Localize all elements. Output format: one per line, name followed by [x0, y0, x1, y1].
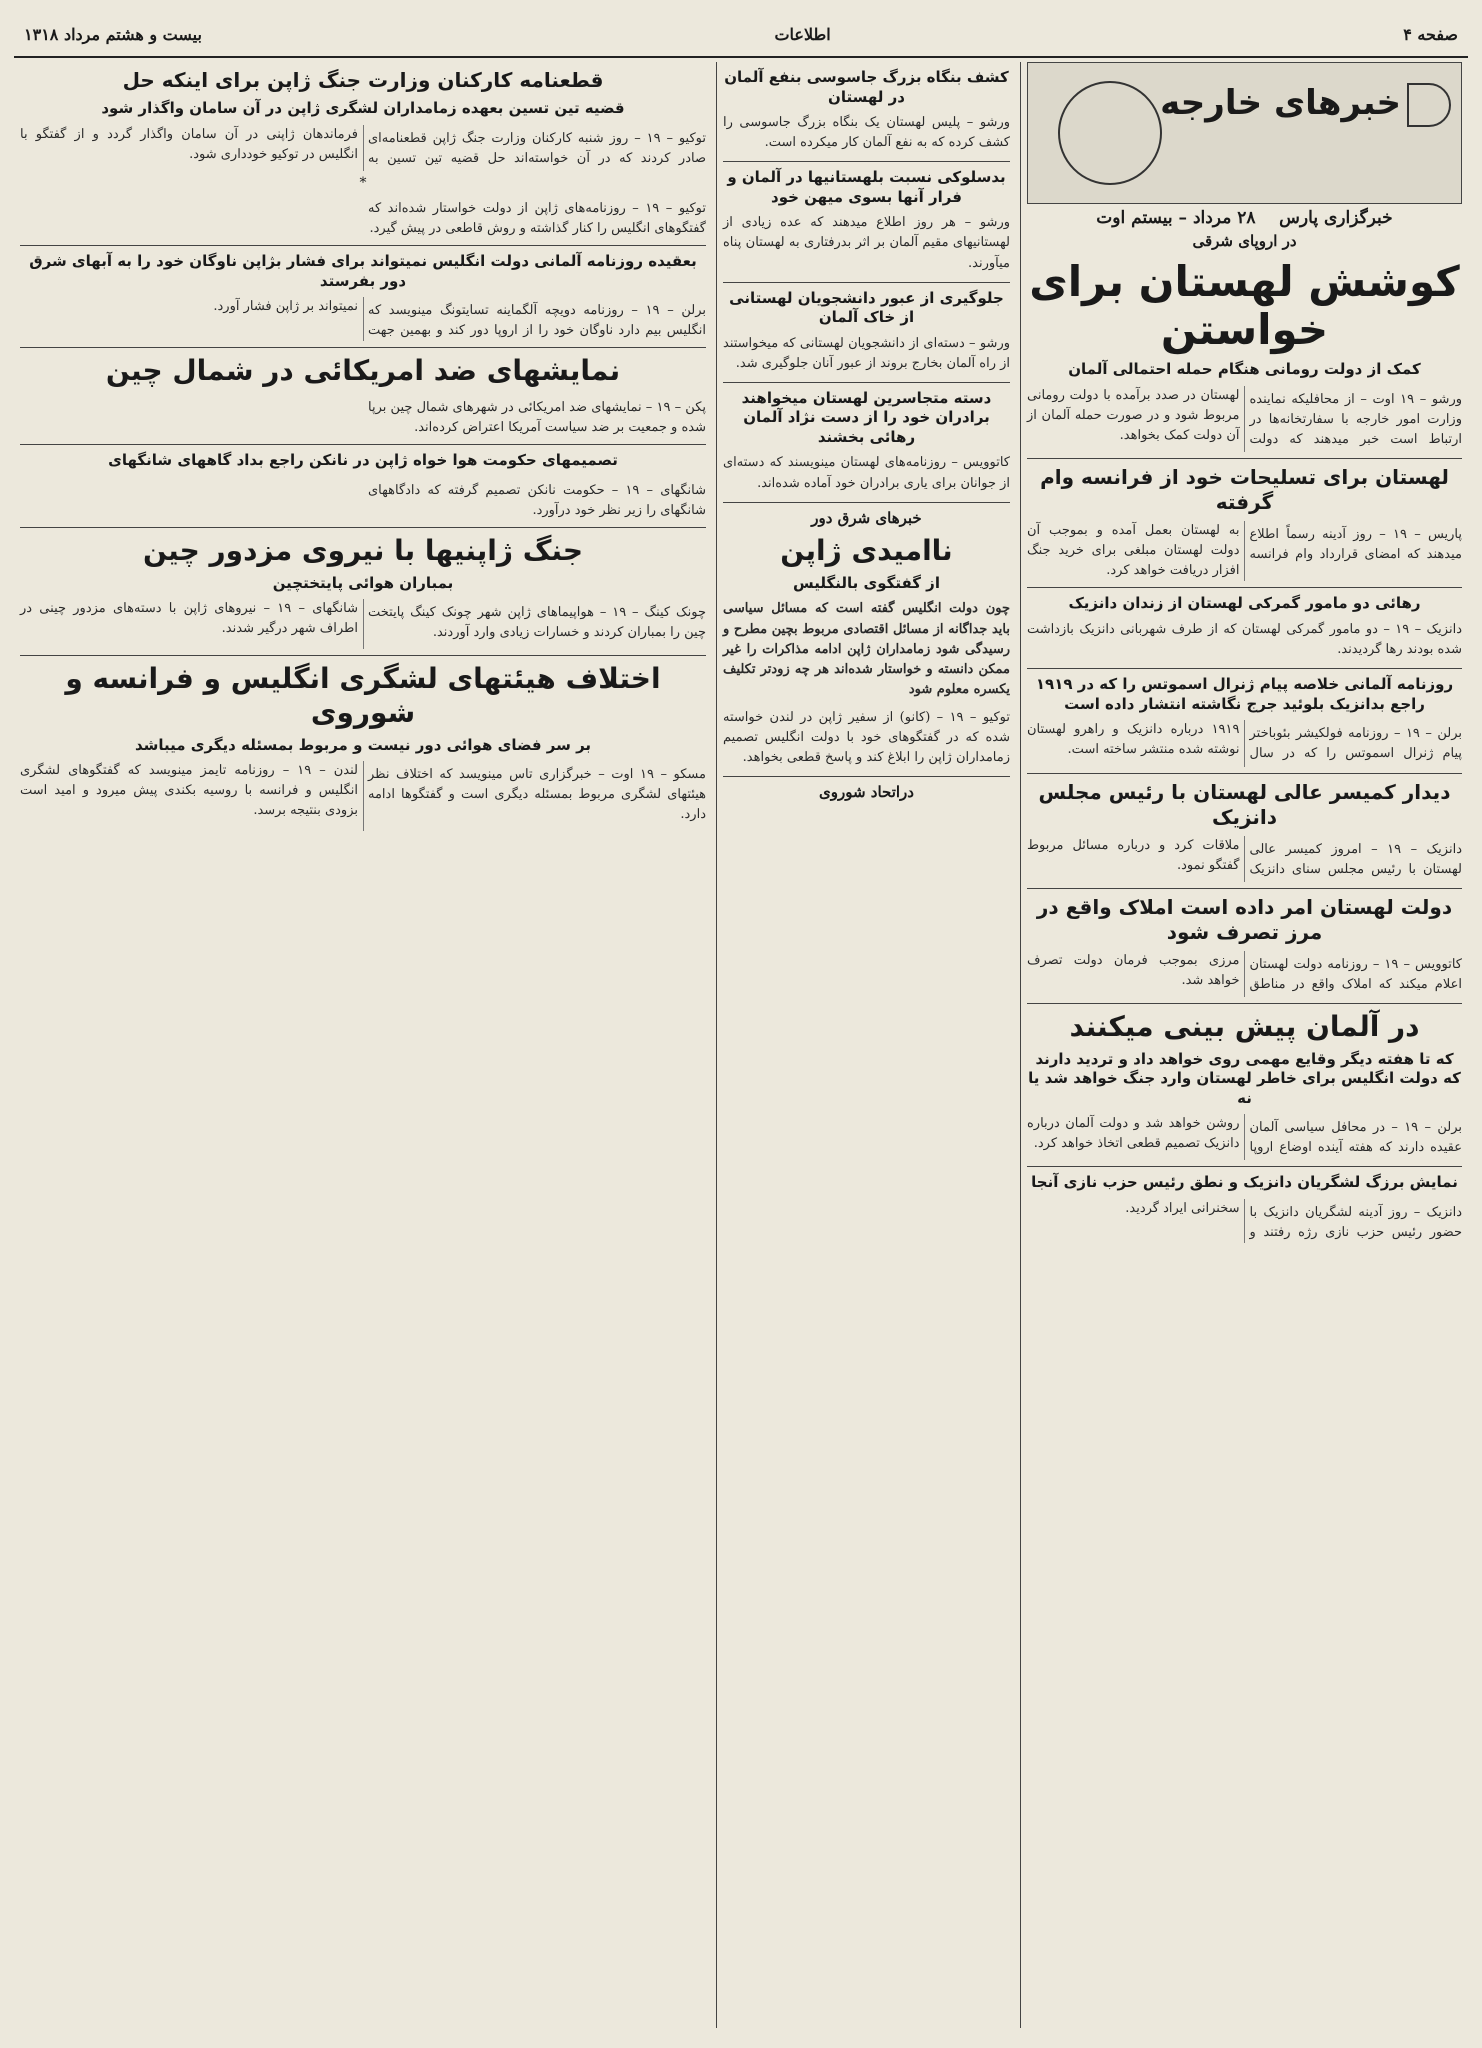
banner-title: خبرهای خارجه: [1160, 83, 1401, 123]
article-subhead: از گفتگوی بالنگلیس: [793, 573, 940, 592]
article-text: برلن – ۱۹ – در محافل سیاسی آلمان عقیده دارند که هفته آینده اوضاع اروپا روشن خواهد شد و دولت آلمان درباره دانزیک تصمیم قطعی اتخاذ خواهد کرد.: [1027, 1116, 1462, 1156]
column-right: [1020, 62, 1468, 2028]
article-headline: جنگ ژاپنیها با نیروی مزدور چین: [142, 534, 583, 567]
article-headline: اختلاف هیئتهای لشگری انگلیس و فرانسه و شوروی: [65, 662, 661, 729]
article-headline: تصمیمهای حکومت هوا خواه ژاپن در نانکن راجع بداد گاههای شانگهای: [108, 451, 618, 470]
section-label: دراتحاد شوروی: [819, 783, 914, 802]
article-text: دانزیک – ۱۹ – دو مامور گمرکی لهستان که از طرف شهربانی دانزیک بازداشت شده بودند رها گردیدند.: [1027, 621, 1462, 658]
newspaper-page: [14, 12, 1468, 2036]
gramophone-horn-icon: [1407, 83, 1451, 127]
article-headline: در آلمان پیش بینی میکنند: [1069, 1010, 1420, 1044]
article-headline: قطعنامه کارکنان وزارت جنگ ژاپن برای اینکه حل: [122, 68, 604, 92]
article-headline: کشف بنگاه بزرگ جاسوسی بنفع آلمان در لهستان: [724, 68, 1009, 106]
globe-icon: [1058, 81, 1162, 185]
article-subhead: که تا هفته دیگر وقایع مهمی روی خواهد داد و تردید دارند که دولت انگلیس برای خاطر لهستان وارد جنگ خواهد شد یا نه: [1028, 1049, 1461, 1107]
article-text: پاریس – ۱۹ – روز آدینه رسماً اطلاع میدهند که امضای قرارداد وام فرانسه به لهستان بعمل آمده و بموجب آن دولت لهستان مبلغی برای خرید جنگ افزار دریافت خواهد کرد.: [1027, 523, 1462, 579]
article-text: برلن – ۱۹ – روزنامه دویچه آلگماینه تسایتونگ مینویسد که انگلیس بیم دارد ناوگان خود را از اروپا دور کند و بهمین جهت نمیتواند بر ژاپن فشار آورد.: [213, 299, 706, 339]
article-headline: دیدار کمیسر عالی لهستان با رئیس مجلس دانزیک: [1038, 779, 1451, 829]
article-headline: نمایش برزگ لشگریان دانزیک و نطق رئیس حزب نازی آنجا: [1031, 1173, 1458, 1192]
article-lead: چون دولت انگلیس گفته است که مسائل سیاسی باید جداگانه از مسائل اقتصادی مربوط بچین مطرح و رسیدگی شود زمامداران ژاپن ادامه مذاکرات را غیر ممکن دانسته و خواستار شده‌اند هر چه زودتر تکلیف یکسره معلوم شود: [723, 601, 1010, 697]
article-text: دانزیک – ۱۹ – امروز کمیسر عالی لهستان با رئیس مجلس سنای دانزیک ملاقات کرد و درباره مسائل مربوط گفتگو نمود.: [1027, 837, 1462, 877]
article-text: پکن – ۱۹ – نمایشهای ضد امریکائی در شهرهای شمال چین برپا شده و جمعیت بر ضد سیاست آمریکا اعتراض کرده‌اند.: [368, 399, 706, 436]
article-headline: ناامیدی ژاپن: [780, 534, 953, 568]
article-headline: بعقیده روزنامه آلمانی دولت انگلیس نمیتواند برای فشار بژاپن ناوگان خود را به آبهای شرق دور بفرستد: [29, 252, 697, 290]
article-text: توکیو – ۱۹ – روزنامه‌های ژاپن از دولت خواستار شده‌اند که گفتگوهای انگلیس را کنار گذاشته و روش قاطعی در پیش گیرد.: [368, 200, 706, 236]
article-text: کاتوویس – روزنامه‌های لهستان مینویسند که دسته‌ای از جوانان برای یاری برادران خود آماده شده‌اند.: [723, 455, 1010, 491]
agency-line: [1027, 208, 1462, 228]
main-headline: کوشش لهستان برای خواستن: [1029, 256, 1460, 354]
article-text: ورشو – دسته‌ای از دانشجویان لهستانی که میخواستند از راه آلمان بخارج بروند از عبور آنان جلوگیری شد.: [723, 335, 1010, 371]
article-subhead: بر سر فضای هوائی دور نیست و مربوط بمسئله دیگری میباشد: [134, 735, 592, 754]
article-text: ورشو – ۱۹ اوت – از محافلیکه نماینده وزارت امور خارجه با سفارتخانه‌ها در ارتباط است خبر میدهند که دولت لهستان در صدد برآمده با دولت رومانی مربوط شود و در صورت حمله آلمان از آن دولت کمک بخواهد.: [1027, 387, 1462, 447]
article-text: ورشو – هر روز اطلاع میدهند که عده زیادی از لهستانیهای مقیم آلمان بر اثر بدرفتاری به لهستان پناه میآورند.: [723, 215, 1010, 271]
article-headline: روزنامه آلمانی خلاصه پیام ژنرال اسموتس را که در ۱۹۱۹ راجع بدانزیک بلوئید جرج نگاشته انتشار داده است: [1035, 675, 1454, 713]
article-text: شانگهای – ۱۹ – نیروهای ژاپن با دسته‌های مزدور چینی در اطراف شهر درگیر شدند.: [20, 601, 359, 637]
article-subhead: قضیه تین تسین بعهده زمامداران لشگری ژاپن در آن سامان واگذار شود: [101, 99, 625, 117]
article-text: شانگهای – ۱۹ – حکومت نانکن تصمیم گرفته که دادگاههای شانگهای را زیر نظر خود درآورد.: [368, 482, 706, 518]
article-text: چونک کینگ – ۱۹ – هواپیماهای ژاپن شهر چونک کینگ پایتخت چین را بمباران کردند و خسارات زیادی وارد آوردند.: [368, 605, 706, 641]
agency-date: ۲۸ مرداد – بیستم اوت: [1096, 208, 1256, 228]
article-text: مسکو – ۱۹ اوت – خبرگزاری تاس مینویسد که اختلاف نظر هیئتهای لشگری مربوط بمسئله دیگری است و گفتگوها ادامه دارد.: [368, 767, 706, 823]
article-headline: نمایشهای ضد امریکائی در شمال چین: [105, 354, 621, 388]
section-label: خبرهای شرق دور: [811, 508, 922, 527]
foreign-news-banner: [1027, 62, 1462, 204]
article-text: توکیو – ۱۹ – روز شنبه کارکنان وزارت جنگ ژاپن قطعنامه‌ای صادر کردند که در آن خواسته‌اند حل قضیه تین تسین به فرماندهان ژاپنی در آن سامان واگذار گردد و از گفتگو با انگلیس در توکیو خودداری شود.: [20, 126, 706, 166]
article-text: لندن – ۱۹ – روزنامه تایمز مینویسد که گفتگوهای لشگری انگلیس و فرانسه با روسیه بکندی پیش میرود و امید است بزودی بنتیجه برسد.: [20, 763, 358, 819]
article-text: توکیو – ۱۹ – (کانو) از سفیر ژاپن در لندن خواسته شده که در گفتگوهای خود با دولت انگلیس تصمیم زمامداران ژاپن را ابلاغ کند و پاسخ قطعی بخواهد.: [723, 710, 1010, 766]
article-text: دانزیک – روز آدینه لشگریان دانزیک با حضور رئیس حزب نازی رژه رفتند و سخنرانی ایراد گردید.: [1125, 1200, 1462, 1241]
page-number: صفحه ۴: [1403, 24, 1458, 44]
kicker: در اروپای شرقی: [1192, 232, 1297, 250]
main-subhead: کمک از دولت رومانی هنگام حمله احتمالی آلمان: [1068, 360, 1421, 379]
agency-name: خبرگزاری پارس: [1279, 208, 1393, 228]
page-header: [14, 12, 1468, 58]
column-left: قطعنامه کارکنان وزارت جنگ ژاپن برای اینکه حل قضیه تین تسین بعهده زمامداران لشگری ژاپن در آن سامان واگذار شود توکیو – ۱۹ – روز شنبه کارکنان وزارت جنگ ژاپن قطعنامه‌ای صادر کردند که در آن خواسته‌اند حل قضیه تین تسین به فرماندهان ژاپنی در آن سامان واگذار گردد و از گفتگو با انگلیس در توکیو خودداری شود. * توکیو – ۱۹ – روزنامه‌های ژاپن از دولت خواستار شده‌اند که گفتگوهای انگلیس را کنار گذاشته و روش قاطعی در پیش گیرد. بعقیده روزنامه آلمانی دولت انگلیس نمیتواند برای فشار بژاپن ناوگان خود را به آبهای شرق دور بفرستد برلن – ۱۹ – روزنامه دویچه آلگماینه تسایتونگ مینویسد که انگلیس بیم دارد ناوگان خود را از اروپا دور کند و بهمین جهت نمیتواند بر ژاپن فشار آورد. نمایشهای ضد امریکائی در شمال چین پکن – ۱۹ – نمایشهای ضد امریکائی در شهرهای شمال چین برپا شده و جمعیت بر ضد سیاست آمریکا اعتراض کرده‌اند. تصمیمهای حکومت هوا خواه ژاپن در نانکن راجع بداد گاههای شانگهای شانگهای – ۱۹ – حکومت نانکن تصمیم گرفته که دادگاههای شانگهای را زیر نظر خود درآورد. جنگ ژاپنیها با نیروی مزدور چین بمباران هوائی پایتختچین چونک کینگ – ۱۹ – هواپیماهای ژاپن شهر چونک کینگ پایتخت چین را بمباران کردند و خسارات زیادی وارد آوردند. شانگهای – ۱۹ – نیروهای ژاپن با دسته‌های مزدور چینی در اطراف شهر درگیر شدند. اختلاف هیئتهای لشگری انگلیس و فرانسه و شوروی بر سر فضای هوائی دور نیست و مربوط بمسئله دیگری میباشد مسکو – ۱۹ اوت – خبرگزاری تاس مینویسد که اختلاف نظر هیئتهای لشگری مربوط بمسئله دیگری است و گفتگوها ادامه دارد. لندن – ۱۹ – روزنامه تایمز مینویسد که گفتگوهای لشگری انگلیس و فرانسه با روسیه بکندی پیش میرود و امید است بزودی بنتیجه برسد.: [14, 62, 712, 2028]
article-headline: رهائی دو مامور گمرکی لهستان از زندان دانزیک: [1068, 594, 1421, 613]
article-text: برلن – ۱۹ – روزنامه فولکیشر بئوباختر پیام ژنرال اسموتس را که در سال ۱۹۱۹ درباره دانزیک و راهرو لهستان نوشته شده منتشر ساخته است.: [1027, 722, 1463, 762]
article-headline: لهستان برای تسلیحات خود از فرانسه وام گرفته: [1040, 465, 1449, 515]
article-headline: دولت لهستان امر داده است املاک واقع در مرز تصرف شود: [1036, 894, 1453, 944]
issue-date: بیست و هشتم مرداد ۱۳۱۸: [24, 24, 202, 44]
article-headline: دسته متجاسرین لهستان میخواهند برادران خود را از دست نژاد آلمان رهائی بخشند: [741, 388, 992, 446]
article-headline: بدسلوکی نسبت بلهستانیها در آلمان و فرار آنها بسوی میهن خود: [727, 168, 1006, 206]
paper-name: اطلاعات: [774, 24, 831, 44]
article-text: ورشو – پلیس لهستان یک بنگاه بزرگ جاسوسی را کشف کرده که به نفع آلمان کار میکرده است.: [723, 115, 1010, 151]
article-text: کاتوویس – ۱۹ – روزنامه دولت لهستان اعلام میکند که املاک واقع در مناطق مرزی بموجب فرمان دولت تصرف خواهد شد.: [1027, 952, 1462, 992]
column-middle: [716, 62, 1016, 2028]
article-headline: جلوگیری از عبور دانشجویان لهستانی از خاک آلمان: [729, 288, 1004, 327]
article-subhead: بمباران هوائی پایتختچین: [272, 573, 454, 592]
